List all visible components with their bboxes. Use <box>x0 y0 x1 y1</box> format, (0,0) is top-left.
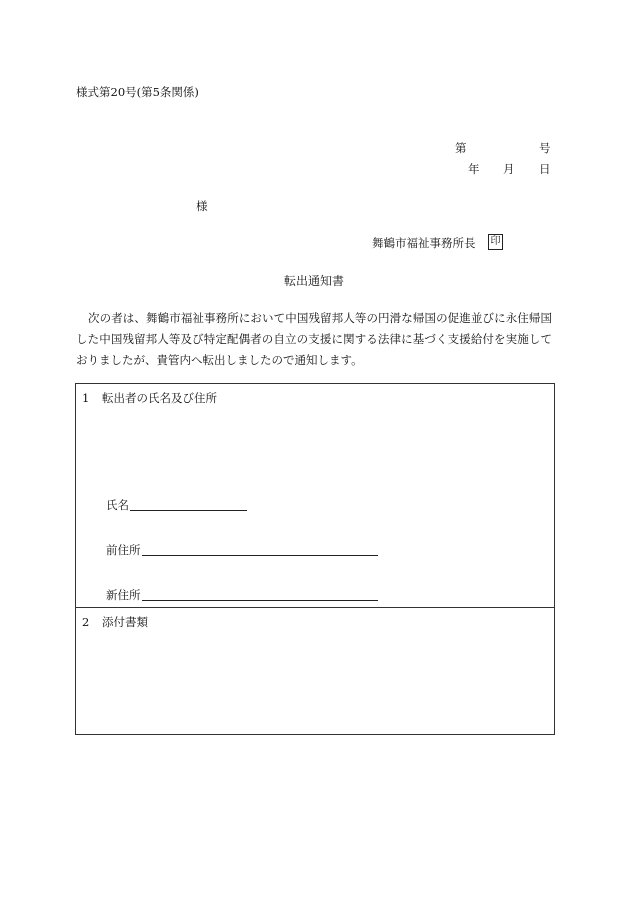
new-address-label: 新住所 <box>106 588 141 602</box>
previous-address-underline <box>142 554 378 556</box>
form-table <box>75 383 555 735</box>
section-attachments <box>76 608 554 734</box>
addressee-suffix: 様 <box>196 199 208 213</box>
section-transferee <box>76 384 554 608</box>
section1-number: 1 <box>82 391 90 405</box>
name-label: 氏名 <box>106 498 129 512</box>
name-underline <box>130 509 247 511</box>
new-address-underline <box>142 599 378 601</box>
section1-heading <box>82 390 217 406</box>
date-year-label: 年 <box>468 162 480 176</box>
doc-number-go: 号 <box>539 141 551 155</box>
date-day-label: 日 <box>539 162 551 176</box>
body-paragraph: 次の者は、舞鶴市福祉事務所において中国残留邦人等の円滑な帰国の促進並びに永住帰国した中国残留邦人等及び特定配偶者の自立の支援に関する法律に基づく支援給付を実施しておりましたが、貴管内へ転出しましたので通知します。 <box>76 311 552 367</box>
previous-address-field[interactable] <box>106 542 378 558</box>
seal-mark: 印 <box>488 234 503 250</box>
section2-number: 2 <box>82 615 90 629</box>
section2-title: 添付書類 <box>102 615 148 629</box>
form-number: 様式第20号(第5条関係) <box>76 85 199 99</box>
section1-title: 転出者の氏名及び住所 <box>102 391 217 405</box>
section2-heading <box>82 614 148 630</box>
new-address-field[interactable] <box>106 587 378 603</box>
name-field[interactable] <box>106 497 247 513</box>
previous-address-label: 前住所 <box>106 543 141 557</box>
sender-name: 舞鶴市福祉事務所長 <box>372 236 476 250</box>
document-title: 転出通知書 <box>284 274 345 288</box>
date-month-label: 月 <box>503 162 515 176</box>
doc-number-dai: 第 <box>455 141 467 155</box>
